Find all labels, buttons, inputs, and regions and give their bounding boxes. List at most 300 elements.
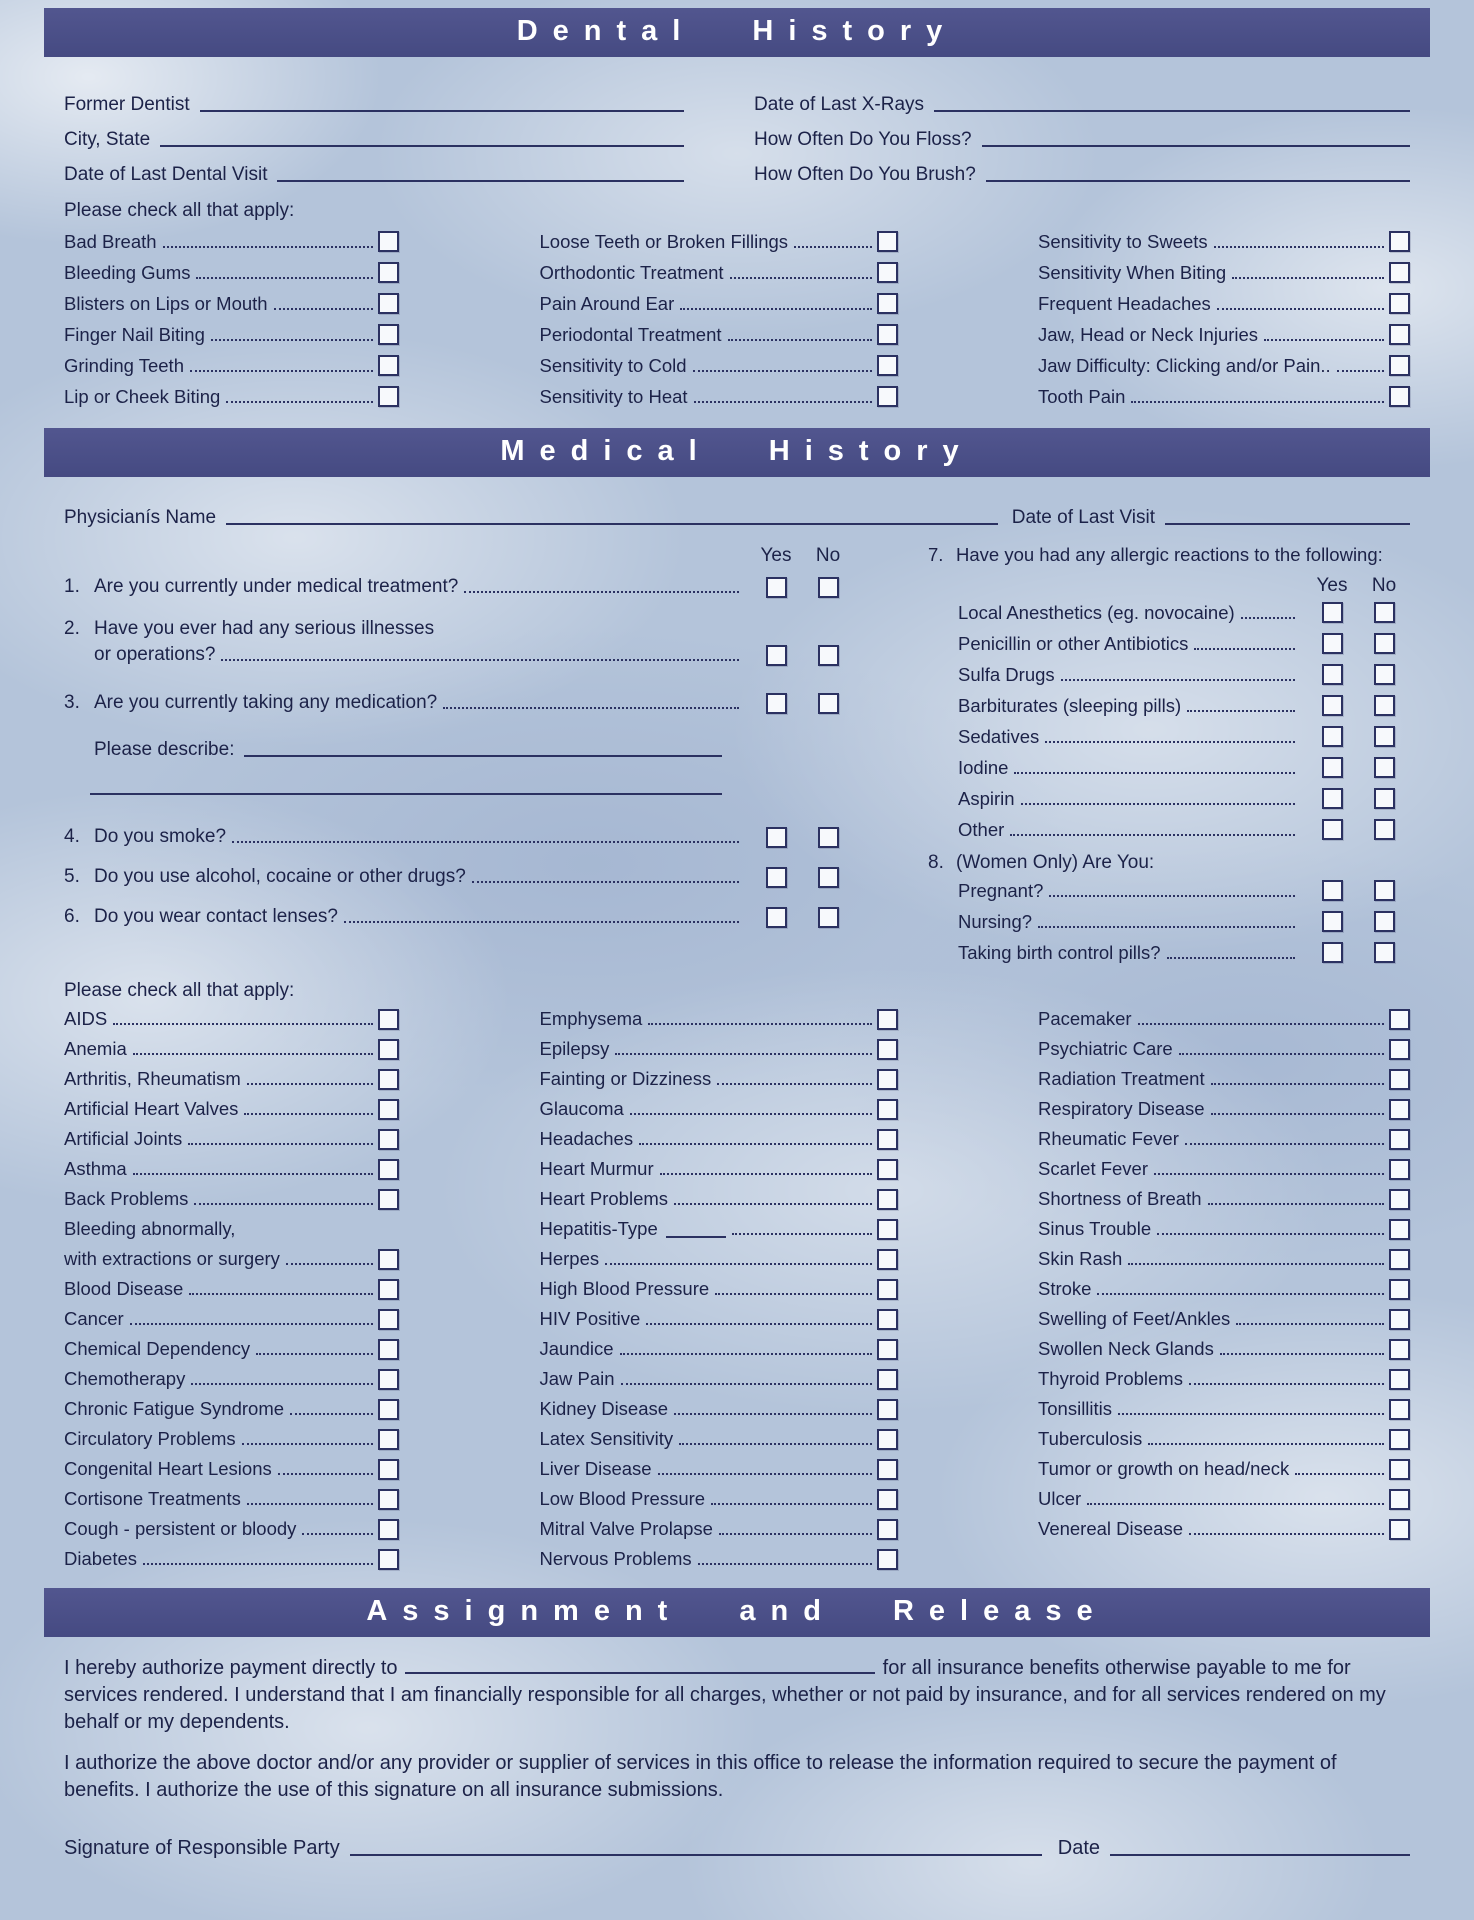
checkbox[interactable] (1389, 1129, 1410, 1150)
dotted-leader (679, 1443, 871, 1445)
allergy-item (958, 597, 1410, 628)
no-checkbox[interactable] (818, 867, 839, 888)
field-blank[interactable] (277, 180, 684, 182)
check-item-label: Sinus Trouble (1038, 1218, 1152, 1239)
check-item-label: Blood Disease (64, 1278, 184, 1299)
date-blank[interactable] (1110, 1854, 1410, 1856)
dental-fields-left-column (64, 81, 684, 186)
dental-check-prompt: Please check all that apply: (64, 200, 295, 221)
checkbox[interactable] (1389, 1279, 1410, 1300)
dotted-leader (1179, 1053, 1384, 1055)
check-item-label: Pacemaker (1038, 1008, 1132, 1029)
checkbox[interactable] (1389, 262, 1410, 283)
no-cell (1358, 819, 1410, 840)
no-checkbox[interactable] (818, 693, 839, 714)
dotted-leader (794, 246, 871, 248)
checkbox[interactable] (1389, 386, 1410, 407)
check-item-label: Diabetes (64, 1548, 138, 1569)
check-item-label: Venereal Disease (1038, 1518, 1184, 1539)
checkbox[interactable] (1389, 1099, 1410, 1120)
check-item (64, 1274, 399, 1304)
checkbox[interactable] (877, 1219, 898, 1240)
question-4 (64, 823, 854, 851)
yes-no-pair (750, 645, 854, 666)
no-cell (802, 907, 854, 928)
no-checkbox[interactable] (1374, 664, 1395, 685)
check-item (540, 1514, 898, 1544)
no-checkbox[interactable] (1374, 633, 1395, 654)
checkbox[interactable] (877, 1549, 898, 1570)
check-item-label: Lip or Cheek Biting (64, 385, 221, 407)
no-checkbox[interactable] (1374, 880, 1395, 901)
checkbox[interactable] (1389, 1249, 1410, 1270)
check-item (1038, 1094, 1410, 1124)
dotted-leader (472, 881, 739, 883)
question-text: (Women Only) Are You: (956, 852, 1155, 873)
describe-blank[interactable] (244, 755, 722, 757)
checkbox[interactable] (378, 231, 399, 252)
dotted-leader (719, 1533, 872, 1535)
check-item (64, 1514, 399, 1544)
checkbox[interactable] (378, 1489, 399, 1510)
yes-checkbox[interactable] (766, 693, 787, 714)
form-field (754, 81, 1410, 116)
checkbox[interactable] (378, 262, 399, 283)
women-only-item (958, 875, 1410, 906)
last-visit-blank[interactable] (1165, 523, 1410, 525)
item-label: Taking birth control pills? (958, 941, 1161, 963)
check-item (540, 350, 898, 381)
checkbox[interactable] (877, 231, 898, 252)
yes-cell (1306, 633, 1358, 654)
checkbox[interactable] (378, 1009, 399, 1030)
checkbox[interactable] (877, 1009, 898, 1030)
check-item (1038, 1394, 1410, 1424)
checkbox[interactable] (877, 1099, 898, 1120)
authorization-paragraph (64, 1655, 1410, 1736)
check-item (64, 1484, 399, 1514)
form-field (754, 151, 1410, 186)
check-item (540, 381, 898, 412)
dotted-leader (244, 1113, 373, 1115)
checkbox[interactable] (378, 1249, 399, 1270)
dotted-leader (1217, 308, 1384, 310)
checkbox[interactable] (877, 386, 898, 407)
dotted-leader (615, 1053, 871, 1055)
no-cell (1358, 695, 1410, 716)
check-item-label: Jaw, Head or Neck Injuries (1038, 323, 1259, 345)
field-blank[interactable] (160, 145, 684, 147)
checkbox[interactable] (877, 1429, 898, 1450)
check-item-label: Blisters on Lips or Mouth (64, 292, 268, 314)
dotted-leader (247, 1503, 373, 1505)
dotted-leader (1148, 1443, 1384, 1445)
women-only-item (958, 937, 1410, 968)
check-item-label: Circulatory Problems (64, 1428, 236, 1449)
checkbox[interactable] (1389, 231, 1410, 252)
no-label: No (1371, 575, 1397, 596)
checkbox[interactable] (877, 1039, 898, 1060)
yes-checkbox[interactable] (1322, 757, 1343, 778)
check-item (64, 288, 399, 319)
check-item-label: Headaches (539, 1128, 634, 1149)
checkbox[interactable] (1389, 1519, 1410, 1540)
check-item-label: Herpes (539, 1248, 600, 1269)
check-item-label: Swollen Neck Glands (1038, 1338, 1214, 1359)
checkbox[interactable] (378, 1039, 399, 1060)
checkbox[interactable] (378, 1399, 399, 1420)
dotted-leader (728, 339, 872, 341)
dental-symptoms-grid (64, 226, 1410, 412)
dotted-leader (660, 1173, 872, 1175)
no-checkbox[interactable] (1374, 788, 1395, 809)
checkbox[interactable] (378, 1189, 399, 1210)
yes-cell (1306, 788, 1358, 809)
check-item (540, 257, 898, 288)
no-checkbox[interactable] (1374, 602, 1395, 623)
field-blank[interactable] (986, 180, 1410, 182)
field-blank[interactable] (200, 110, 684, 112)
item-label: Local Anesthetics (eg. novocaine) (958, 601, 1235, 623)
form-field (754, 116, 1410, 151)
yes-no-pair (1306, 633, 1410, 654)
check-item-label: Arthritis, Rheumatism (64, 1068, 241, 1089)
yes-no-pair (1306, 942, 1410, 963)
dotted-leader (1194, 648, 1295, 650)
check-item (1038, 1004, 1410, 1034)
field-label: Date of Last Dental Visit (64, 164, 268, 185)
check-item-label: Scarlet Fever (1038, 1158, 1149, 1179)
checkbox[interactable] (378, 1159, 399, 1180)
para1-after: for all insurance benefits otherwise payable to me for services rendered. I understand that I am financially responsible for all charges, whether or not paid by insurance, and for all services rendered on my behalf or my dependents. (64, 1657, 1386, 1733)
allergy-item (958, 814, 1410, 845)
dotted-leader (278, 1473, 373, 1475)
checkbox[interactable] (877, 1069, 898, 1090)
yes-checkbox[interactable] (1322, 633, 1343, 654)
checkbox[interactable] (877, 1459, 898, 1480)
checkbox[interactable] (1389, 1369, 1410, 1390)
checkbox[interactable] (877, 1249, 898, 1270)
no-checkbox[interactable] (818, 645, 839, 666)
dotted-leader (274, 308, 373, 310)
checkbox[interactable] (877, 262, 898, 283)
checkbox[interactable] (378, 386, 399, 407)
allergy-item (958, 783, 1410, 814)
field-label: City, State (64, 129, 151, 150)
dotted-leader (130, 1323, 373, 1325)
no-checkbox[interactable] (1374, 819, 1395, 840)
checkbox[interactable] (877, 1159, 898, 1180)
checkbox[interactable] (1389, 1429, 1410, 1450)
question-text: Have you ever had any serious illnesses (94, 618, 435, 639)
dotted-leader (133, 1053, 373, 1055)
type-blank[interactable] (666, 1236, 726, 1238)
yes-checkbox[interactable] (766, 577, 787, 598)
dotted-leader (1337, 370, 1384, 372)
check-item-label: Sensitivity When Biting (1038, 261, 1227, 283)
medical-history-title: Medical History (500, 435, 974, 467)
question-6 (64, 903, 854, 931)
check-item (64, 226, 399, 257)
item-label: Barbiturates (sleeping pills) (958, 694, 1182, 716)
check-item-label: Emphysema (539, 1008, 643, 1029)
dotted-leader (194, 1203, 373, 1205)
dotted-leader (1241, 617, 1295, 619)
signature-label: Signature of Responsible Party (64, 1837, 340, 1859)
no-cell (1358, 726, 1410, 747)
no-checkbox[interactable] (1374, 695, 1395, 716)
checkbox[interactable] (1389, 1159, 1410, 1180)
checkbox[interactable] (378, 1099, 399, 1120)
yes-cell (750, 645, 802, 666)
checkbox[interactable] (877, 1129, 898, 1150)
question-number: 1. (64, 576, 80, 597)
allergy-item (958, 690, 1410, 721)
dotted-leader (1021, 803, 1295, 805)
checkbox[interactable] (1389, 1309, 1410, 1330)
checkbox[interactable] (877, 1369, 898, 1390)
dotted-leader (1038, 926, 1295, 928)
checkbox[interactable] (877, 1189, 898, 1210)
allergy-column (928, 531, 1410, 968)
no-checkbox[interactable] (818, 827, 839, 848)
medical-check-prompt: Please check all that apply: (64, 980, 295, 1001)
checkbox[interactable] (1389, 1339, 1410, 1360)
physician-name-blank[interactable] (226, 523, 998, 525)
dotted-leader (1045, 741, 1295, 743)
dotted-leader (1208, 1203, 1384, 1205)
check-item (1038, 1274, 1410, 1304)
no-checkbox[interactable] (818, 907, 839, 928)
check-item (540, 1154, 898, 1184)
yes-no-pair (750, 693, 854, 714)
allergy-item (958, 628, 1410, 659)
field-blank[interactable] (982, 145, 1410, 147)
yes-checkbox[interactable] (766, 827, 787, 848)
dotted-leader (1211, 1113, 1384, 1115)
women-only-list (928, 875, 1410, 968)
checkbox[interactable] (378, 1429, 399, 1450)
checkbox[interactable] (378, 1549, 399, 1570)
checkbox[interactable] (378, 1309, 399, 1330)
checkbox[interactable] (378, 324, 399, 345)
dotted-leader (221, 659, 739, 661)
dotted-leader (189, 1293, 373, 1295)
checkbox[interactable] (378, 1129, 399, 1150)
check-item (540, 288, 898, 319)
dotted-leader (1097, 1293, 1384, 1295)
check-item-label: Grinding Teeth (64, 354, 184, 376)
question-number: 5. (64, 866, 80, 887)
check-item-label: Rheumatic Fever (1038, 1128, 1179, 1149)
dotted-leader (1154, 1173, 1384, 1175)
yes-checkbox[interactable] (1322, 602, 1343, 623)
yes-checkbox[interactable] (766, 645, 787, 666)
yes-cell (750, 827, 802, 848)
checkbox[interactable] (1389, 324, 1410, 345)
checkbox[interactable] (378, 1069, 399, 1090)
question-text: Have you had any allergic reactions to the following: (956, 544, 1383, 565)
check-item (1038, 226, 1410, 257)
checkbox[interactable] (1389, 1069, 1410, 1090)
check-item-label: Orthodontic Treatment (539, 261, 724, 283)
check-item-label: Cough - persistent or bloody (64, 1518, 297, 1539)
dotted-leader (639, 1143, 871, 1145)
question-3 (64, 689, 854, 717)
yes-cell (1306, 695, 1358, 716)
yes-checkbox[interactable] (1322, 880, 1343, 901)
checkbox[interactable] (1389, 1399, 1410, 1420)
checkbox[interactable] (1389, 1219, 1410, 1240)
dotted-leader (1189, 1533, 1384, 1535)
yes-no-pair (1306, 911, 1410, 932)
check-item (64, 1334, 399, 1364)
yes-checkbox[interactable] (1322, 911, 1343, 932)
checkbox[interactable] (1389, 1489, 1410, 1510)
check-item-label: Bleeding Gums (64, 261, 191, 283)
check-item-label: Skin Rash (1038, 1248, 1123, 1269)
payee-blank[interactable] (405, 1672, 875, 1674)
check-item-label: AIDS (64, 1008, 108, 1029)
medical-questions-column (64, 531, 854, 968)
yes-checkbox[interactable] (766, 907, 787, 928)
dental-fields-right-column (754, 81, 1410, 186)
checkbox[interactable] (1389, 1009, 1410, 1030)
dotted-leader (1128, 1263, 1384, 1265)
describe-blank-2[interactable] (90, 793, 722, 795)
yes-checkbox[interactable] (1322, 726, 1343, 747)
checkbox[interactable] (877, 293, 898, 314)
checkbox[interactable] (378, 1279, 399, 1300)
check-item (540, 1274, 898, 1304)
checkbox[interactable] (1389, 1039, 1410, 1060)
dental-history-banner (44, 8, 1430, 57)
dotted-leader (1131, 401, 1384, 403)
check-item (64, 257, 399, 288)
dotted-leader (680, 308, 871, 310)
question-8 (928, 851, 1410, 875)
yes-cell (1306, 726, 1358, 747)
no-checkbox[interactable] (1374, 757, 1395, 778)
no-cell (1358, 788, 1410, 809)
dotted-leader (226, 401, 373, 403)
check-item (64, 1424, 399, 1454)
check-item (1038, 1304, 1410, 1334)
yes-checkbox[interactable] (1322, 788, 1343, 809)
checkbox[interactable] (378, 1369, 399, 1390)
field-blank[interactable] (934, 110, 1410, 112)
dotted-leader (717, 1083, 871, 1085)
dotted-leader (674, 1203, 871, 1205)
signature-blank[interactable] (350, 1854, 1042, 1856)
check-item (1038, 1034, 1410, 1064)
item-label: Nursing? (958, 910, 1033, 932)
check-item (64, 1184, 399, 1214)
checkbox[interactable] (1389, 1189, 1410, 1210)
dotted-leader (1010, 834, 1295, 836)
yes-checkbox[interactable] (1322, 664, 1343, 685)
question-7 (928, 543, 1410, 567)
checkbox[interactable] (378, 1459, 399, 1480)
question-number: 4. (64, 826, 80, 847)
signature-row (64, 1830, 1410, 1860)
checkbox[interactable] (378, 355, 399, 376)
dental-symptoms-column-1 (64, 226, 399, 412)
dotted-leader (163, 246, 373, 248)
allergy-item (958, 752, 1410, 783)
form-field (64, 116, 684, 151)
para1-before: I hereby authorize payment directly to (64, 1657, 398, 1679)
check-item-label: Jaw Pain (539, 1368, 615, 1389)
checkbox[interactable] (378, 1339, 399, 1360)
yes-no-pair (1306, 757, 1410, 778)
no-label: No (815, 545, 841, 566)
dotted-leader (242, 1443, 373, 1445)
dental-symptoms-column-3 (1038, 226, 1410, 412)
yes-checkbox[interactable] (1322, 819, 1343, 840)
checkbox[interactable] (877, 324, 898, 345)
yes-cell (1306, 664, 1358, 685)
check-item-label: Ulcer (1038, 1488, 1082, 1509)
check-item (1038, 350, 1410, 381)
checkbox[interactable] (1389, 355, 1410, 376)
check-item-label: Periodontal Treatment (539, 323, 722, 345)
dotted-leader (188, 1143, 373, 1145)
question-number: 8. (928, 852, 944, 873)
field-label: How Often Do You Brush? (754, 164, 976, 185)
checkbox[interactable] (877, 1339, 898, 1360)
checkbox[interactable] (1389, 293, 1410, 314)
question-text: or operations? (94, 644, 216, 665)
check-item-label: Shortness of Breath (1038, 1188, 1202, 1209)
checkbox[interactable] (378, 1519, 399, 1540)
dotted-leader (1187, 710, 1295, 712)
check-item-label: Back Problems (64, 1188, 189, 1209)
dotted-leader (715, 1293, 871, 1295)
dotted-leader (620, 1353, 872, 1355)
check-item (64, 1394, 399, 1424)
yes-checkbox[interactable] (766, 867, 787, 888)
no-checkbox[interactable] (818, 577, 839, 598)
describe-row (94, 735, 722, 761)
no-checkbox[interactable] (1374, 942, 1395, 963)
checkbox[interactable] (877, 1309, 898, 1330)
checkbox[interactable] (1389, 1459, 1410, 1480)
check-item (540, 1364, 898, 1394)
checkbox[interactable] (877, 355, 898, 376)
check-item (540, 226, 898, 257)
no-checkbox[interactable] (1374, 726, 1395, 747)
checkbox[interactable] (877, 1399, 898, 1420)
check-item (64, 1124, 399, 1154)
item-label: Sedatives (958, 725, 1040, 747)
check-item-label: Jaundice (539, 1338, 614, 1359)
check-item-label: Mitral Valve Prolapse (539, 1518, 713, 1539)
check-item-label: Sensitivity to Heat (539, 385, 688, 407)
check-item (64, 1154, 399, 1184)
checkbox[interactable] (877, 1519, 898, 1540)
yes-checkbox[interactable] (1322, 942, 1343, 963)
checkbox[interactable] (378, 293, 399, 314)
dental-info-fields (64, 81, 1410, 186)
dotted-leader (1264, 339, 1384, 341)
dotted-leader (1236, 1323, 1384, 1325)
checkbox[interactable] (877, 1489, 898, 1510)
yes-checkbox[interactable] (1322, 695, 1343, 716)
no-checkbox[interactable] (1374, 911, 1395, 932)
field-label: Date of Last X-Rays (754, 94, 925, 115)
checkbox[interactable] (877, 1279, 898, 1300)
